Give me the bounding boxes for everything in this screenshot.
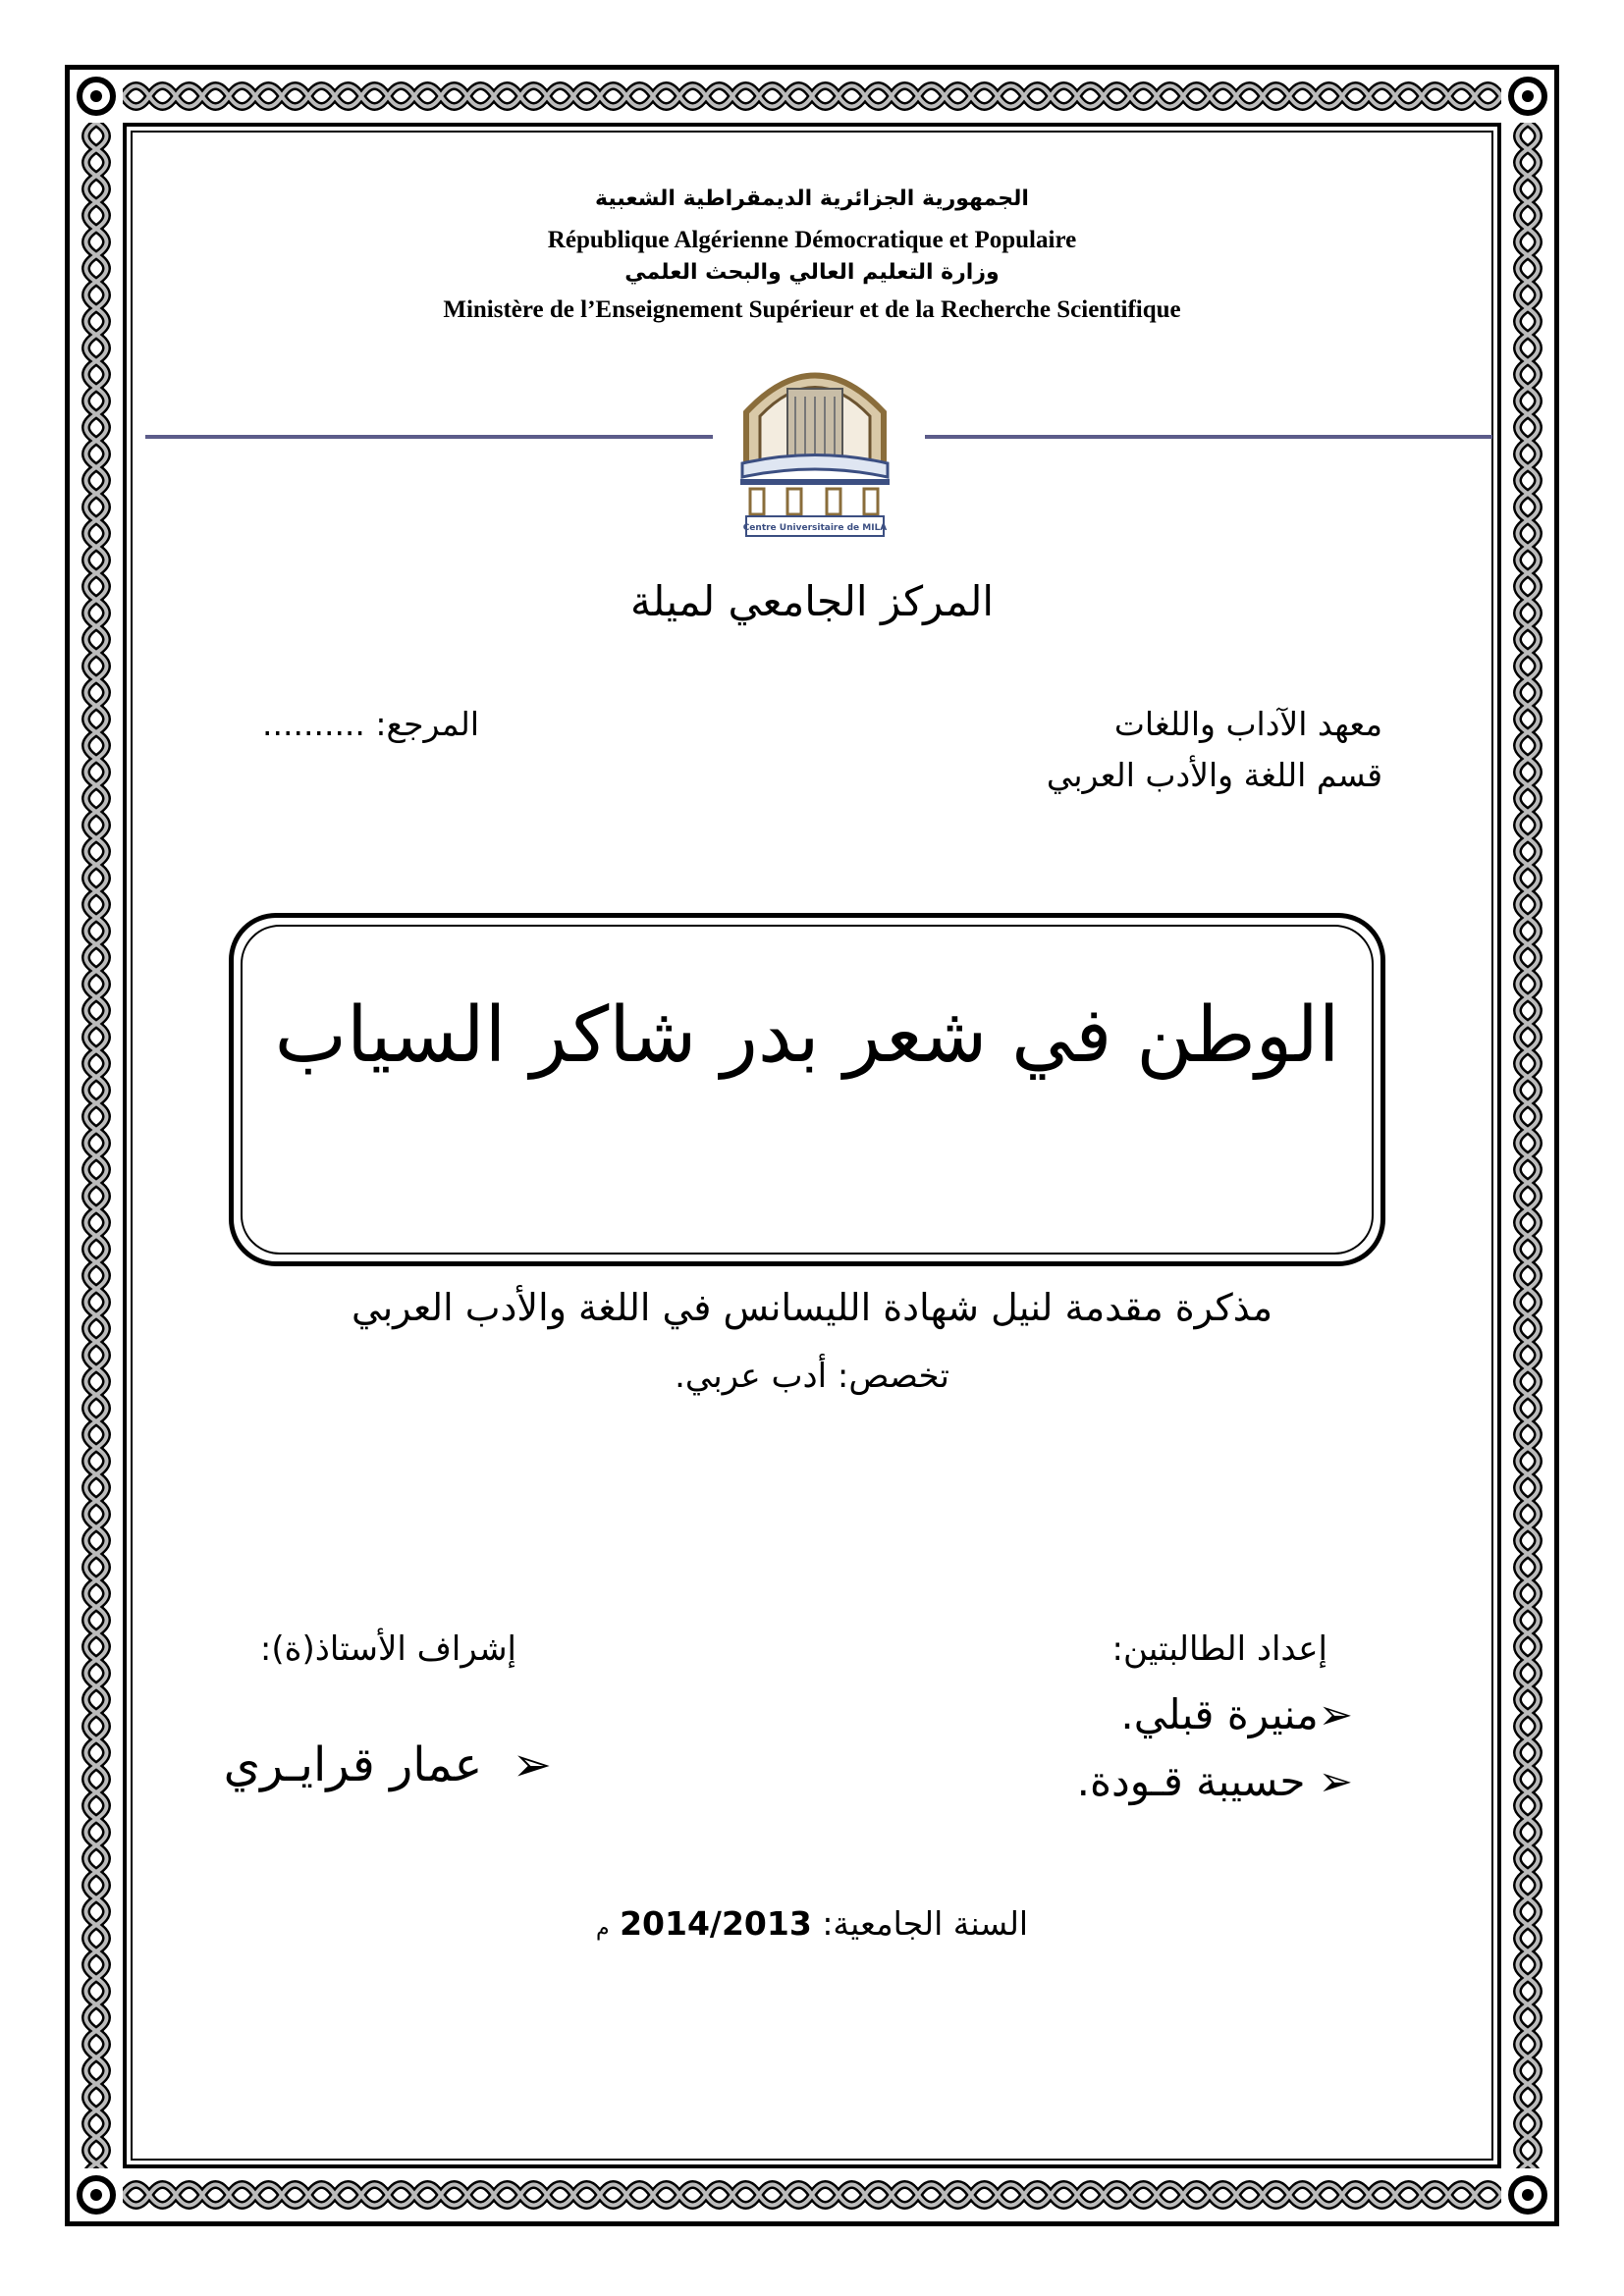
- student-item: [1077, 1757, 1353, 1805]
- specialization: تخصص: أدب عربي.: [675, 1357, 949, 1396]
- thesis-subtitle: مذكرة مقدمة لنيل شهادة الليسانس في اللغة والأدب العربي: [351, 1286, 1273, 1329]
- arrow-bullet-icon: ➢: [1318, 1690, 1353, 1738]
- student-item: [1120, 1690, 1353, 1738]
- thesis-title: الوطن في شعر بدر شاكر السياب: [274, 991, 1340, 1080]
- ministry-arabic: وزارة التعليم العالي والبحث العلمي: [624, 260, 1000, 285]
- border-pattern-top: [70, 70, 1554, 123]
- student-name: منيرة قبلي.: [1120, 1690, 1319, 1738]
- institute-name: معهد الآداب واللغات: [1113, 705, 1382, 743]
- republic-french: République Algérienne Démocratique et Populaire: [547, 227, 1077, 253]
- department-name: قسم اللغة والأدب العربي: [1046, 756, 1382, 794]
- academic-year: [0, 1904, 1624, 1943]
- university-building-icon: [727, 353, 903, 540]
- corner-ornament-icon: [70, 70, 123, 123]
- logo-caption: Centre Universitaire de MILA: [742, 523, 888, 533]
- header-rule-right: [925, 435, 1492, 439]
- supervisor-item: [224, 1737, 552, 1792]
- border-pattern-bottom: [70, 2168, 1554, 2221]
- border-pattern-right: [1501, 123, 1554, 2168]
- corner-ornament-icon: [1501, 70, 1554, 123]
- supervisor-label: إشراف الأستاذ(ة):: [259, 1629, 516, 1669]
- academic-year-label: السنة الجامعية:: [822, 1904, 1029, 1943]
- center-name: المركز الجامعي لميلة: [629, 577, 995, 625]
- university-logo: [727, 353, 903, 540]
- supervisor-name: عمار قرايـري: [223, 1737, 483, 1792]
- arrow-bullet-icon: ➢: [512, 1737, 552, 1792]
- header-rule-left: [145, 435, 713, 439]
- reference-field: المرجع: ..........: [262, 705, 479, 743]
- republic-arabic: الجمهورية الجزائرية الديمقراطية الشعبية: [595, 187, 1029, 211]
- corner-ornament-icon: [1501, 2168, 1554, 2221]
- academic-year-value: 2014/2013: [620, 1904, 812, 1943]
- students-label: إعداد الطالبتين:: [1111, 1629, 1327, 1669]
- border-pattern-left: [70, 123, 123, 2168]
- arrow-bullet-icon: ➢: [1318, 1757, 1353, 1805]
- ministry-french: Ministère de l’Enseignement Supérieur et de la Recherche Scientifique: [443, 296, 1181, 323]
- corner-ornament-icon: [70, 2168, 123, 2221]
- title-frame-inner: [241, 925, 1374, 1255]
- student-name: حسيبة قـودة.: [1076, 1757, 1306, 1805]
- academic-year-suffix: م: [595, 1916, 610, 1941]
